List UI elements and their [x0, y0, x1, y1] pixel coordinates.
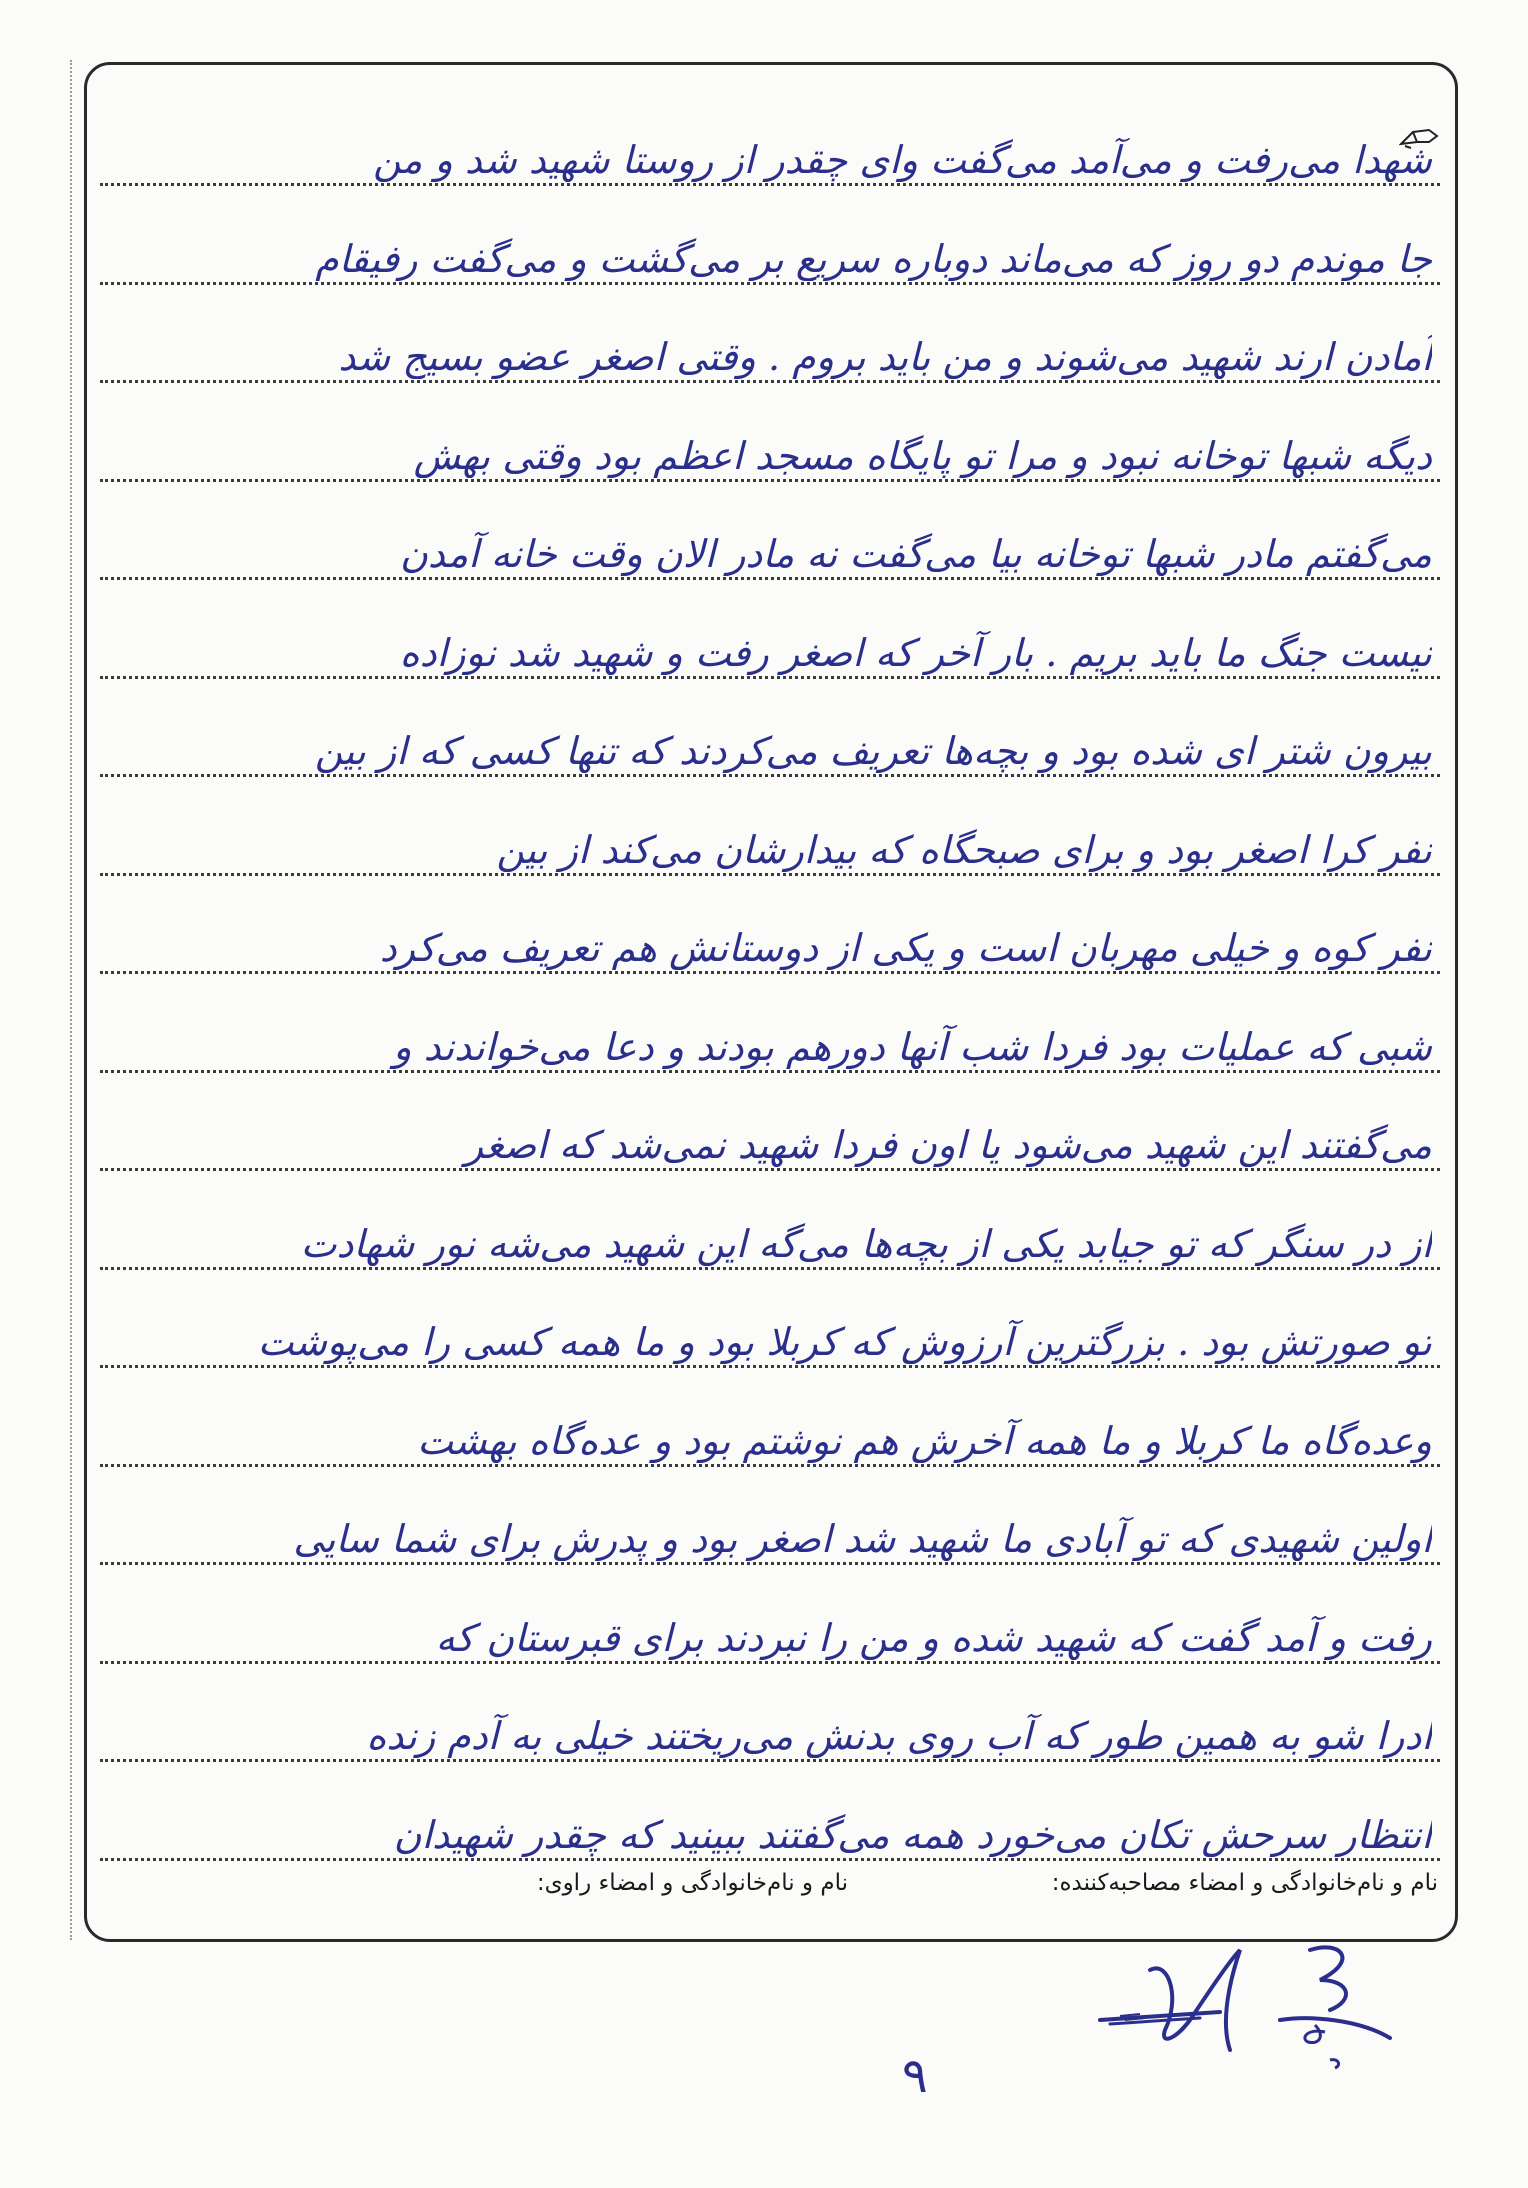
handwritten-line-text: می‌گفتند این شهید می‌شود یا اون فردا شهید نمی‌شد که اصغر: [464, 1123, 1432, 1167]
handwritten-line-text: انتظار سرحش تکان می‌خورد همه می‌گفتند ببینید که چقدر شهیدان: [393, 1812, 1432, 1857]
handwritten-line: [100, 494, 1440, 594]
dotted-rule: [100, 1759, 1440, 1762]
handwritten-line: [100, 790, 1440, 890]
dotted-rule: [100, 1168, 1440, 1171]
handwritten-line-text: رفت و آمد گفت که شهید شده و من را نبردند برای قبرستان که: [435, 1615, 1432, 1660]
dotted-rule: [100, 1365, 1440, 1368]
handwritten-line-text: شهدا می‌رفت و می‌آمد می‌گفت وای چقدر از روستا شهید شد و من: [373, 138, 1432, 182]
handwritten-line-text: آمادن ارند شهید می‌شوند و من باید بروم . وقتی اصغر عضو بسیج شد: [338, 335, 1432, 379]
dotted-rule: [100, 577, 1440, 580]
handwritten-line-text: تو صورتش بود . بزرگترین آرزوش که کربلا بود و ما همه کسی را می‌پوشت: [257, 1320, 1432, 1364]
handwritten-line-text: نفر کوه و خیلی مهربان است و یکی از دوستانش هم تعریف می‌کرد: [379, 926, 1432, 970]
dotted-rule: [100, 1661, 1440, 1664]
handwritten-line: [100, 100, 1440, 200]
handwritten-line-text: بیرون شتر ای شده بود و بچه‌ها تعریف می‌کردند که تنها کسی که از بین: [314, 729, 1432, 773]
handwritten-line: [100, 1085, 1440, 1185]
handwritten-line: [100, 593, 1440, 693]
dotted-rule: [100, 1070, 1440, 1073]
handwritten-line-text: می‌گفتم مادر شبها توخانه بیا می‌گفت نه مادر الان وقت خانه آمدن: [400, 532, 1432, 576]
handwritten-line-text: نیست جنگ ما باید بریم . بار آخر که اصغر رفت و شهید شد نوزاده: [399, 630, 1432, 675]
handwritten-line-text: شبی که عملیات بود فردا شب آنها دورهم بودند و دعا می‌خواندند و: [393, 1024, 1432, 1069]
dotted-rule: [100, 183, 1440, 186]
handwritten-line-text: وعده‌گاه ما کربلا و ما همه آخرش هم نوشتم بود و عده‌گاه بهشت: [417, 1418, 1432, 1463]
handwritten-line-text: جا موندم دو روز که می‌ماند دوباره سریع بر می‌گشت و می‌گفت رفیقام: [315, 236, 1432, 281]
dotted-rule: [100, 479, 1440, 482]
dotted-rule: [100, 1562, 1440, 1565]
page-margin-dotted-line: [70, 60, 74, 1940]
dotted-rule: [100, 1267, 1440, 1270]
dotted-rule: [100, 1464, 1440, 1467]
handwritten-line: [100, 199, 1440, 299]
dotted-rule: [100, 380, 1440, 383]
handwritten-line: [100, 1479, 1440, 1579]
dotted-rule: [100, 282, 1440, 285]
dotted-rule: [100, 971, 1440, 974]
handwritten-line-text: از در سنگر که تو جیابد یکی از بچه‌ها می‌گه این شهید می‌شه نور شهادت: [300, 1221, 1432, 1266]
handwritten-line: [100, 1676, 1440, 1776]
handwritten-signature-icon: [1080, 1920, 1410, 2070]
handwritten-line: [100, 987, 1440, 1087]
handwritten-line-text: اولین شهیدی که تو آبادی ما شهید شد اصغر بود و پدرش برای شما سایی: [293, 1517, 1432, 1561]
handwritten-line-text: دیگه شبها توخانه نبود و مرا تو پایگاه مسجد اعظم بود وقتی بهش: [413, 433, 1432, 478]
signature-footer: [84, 1860, 1458, 1920]
handwritten-text-area: [100, 100, 1440, 1880]
handwritten-line: [100, 1578, 1440, 1678]
handwritten-line: [100, 888, 1440, 988]
dotted-rule: [100, 873, 1440, 876]
handwritten-line: [100, 1282, 1440, 1382]
interviewer-signature-label: نام و نام‌خانوادگی و امضاء مصاحبه‌کننده:: [1051, 1870, 1438, 1896]
handwritten-line: [100, 297, 1440, 397]
handwritten-line: [100, 691, 1440, 791]
handwritten-line: [100, 1184, 1440, 1284]
dotted-rule: [100, 676, 1440, 679]
writing-hand-icon: [1399, 124, 1439, 150]
narrator-signature-label: نام و نام‌خانوادگی و امضاء راوی:: [536, 1870, 848, 1896]
handwritten-line: [100, 396, 1440, 496]
handwritten-line-text: نفر کرا اصغر بود و برای صبحگاه که بیدارشان می‌کند از بین: [496, 827, 1432, 872]
handwritten-line: [100, 1381, 1440, 1481]
dotted-rule: [100, 774, 1440, 777]
page-number: ۹: [902, 2048, 928, 2104]
handwritten-line-text: ادرا شو به همین طور که آب روی بدنش می‌ریختند خیلی به آدم زنده: [366, 1714, 1432, 1758]
